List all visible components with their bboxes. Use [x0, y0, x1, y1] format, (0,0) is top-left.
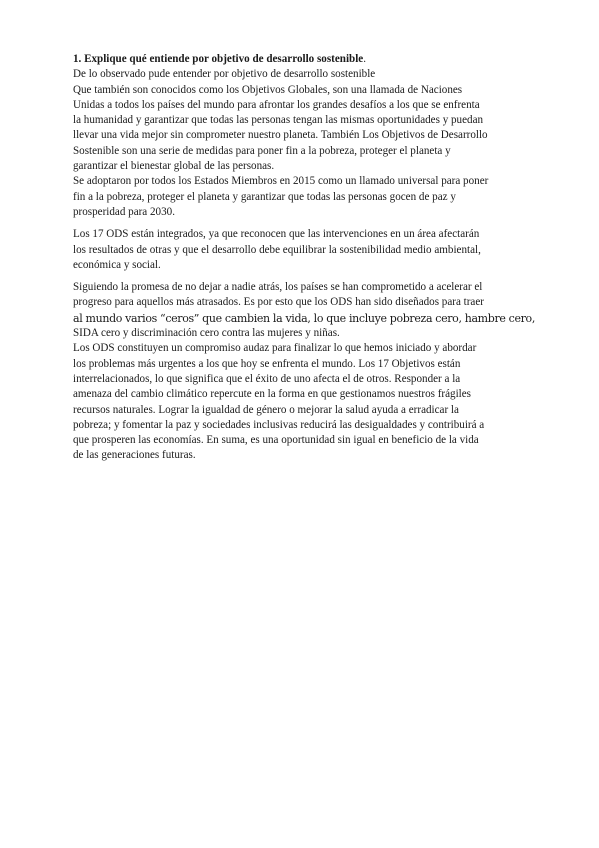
text-line: Unidas a todos los países del mundo para afrontar los grandes desafíos a los que se enfrenta — [73, 98, 480, 111]
text-line: progreso para aquellos más atrasados. Es por esto que los ODS han sido diseñados para traer — [73, 296, 484, 309]
text-line: los resultados de otras y que el desarrollo debe equilibrar la sostenibilidad medio ambiental, — [73, 243, 481, 256]
text-line: garantizar el bienestar global de las personas. — [73, 160, 275, 173]
text-line: SIDA cero y discriminación cero contra las mujeres y niñas. — [73, 327, 340, 340]
text-line: prosperidad para 2030. — [73, 205, 175, 218]
paragraph-commitment — [73, 280, 533, 464]
text-line: Se adoptaron por todos los Estados Miembros en 2015 como un llamado universal para poner — [73, 175, 489, 188]
text-line: fin a la pobreza, proteger el planeta y garantizar que todas las personas gocen de paz y — [73, 190, 456, 203]
text-line: Siguiendo la promesa de no dejar a nadie atrás, los países se han comprometido a acelerar el — [73, 281, 483, 294]
text-line: los problemas más urgentes a los que hoy se enfrenta el mundo. Los 17 Objetivos están — [73, 357, 461, 370]
text-line: Sostenible son una serie de medidas para poner fin a la pobreza, proteger el planeta y — [73, 144, 451, 157]
text-line: Los ODS constituyen un compromiso audaz para finalizar lo que hemos iniciado y abordar — [73, 342, 477, 355]
text-line: pobreza; y fomentar la paz y sociedades inclusivas reducirá las desigualdades y contribuirá a — [73, 418, 485, 431]
text-line: amenaza del cambio climático repercute en la forma en que gestionamos nuestros frágiles — [73, 388, 471, 401]
document-body — [73, 52, 533, 464]
text-line: Que también son conocidos como los Objetivos Globales, son una llamada de Naciones — [73, 83, 463, 96]
paragraph-integration — [73, 227, 533, 273]
text-line: económica y social. — [73, 258, 161, 271]
text-line: De lo observado pude entender por objetivo de desarrollo sostenible — [73, 68, 376, 81]
text-line: que prosperen las economías. En suma, es una oportunidad sin igual en beneficio de la vida — [73, 434, 479, 447]
text-line: interrelacionados, lo que significa que el éxito de uno afecta el de otros. Responder a la — [73, 372, 461, 385]
text-line: de las generaciones futuras. — [73, 449, 196, 462]
text-line: la humanidad y garantizar que todas las personas tengan las mismas oportunidades y puedan — [73, 114, 484, 127]
text-line: Los 17 ODS están integrados, ya que reconocen que las intervenciones en un área afectarán — [73, 228, 480, 241]
text-line: al mundo varios “ceros” que cambien la vida, lo que incluye pobreza cero, hambre cero, — [73, 311, 535, 325]
paragraph-definition — [73, 67, 533, 220]
question-heading: 1. Explique qué entiende por objetivo de desarrollo sostenible. — [73, 53, 366, 65]
text-line: recursos naturales. Lograr la igualdad de género o mejorar la salud ayuda a erradicar la — [73, 403, 459, 416]
text-line: llevar una vida mejor sin comprometer nuestro planeta. También Los Objetivos de Desarrollo — [73, 129, 488, 142]
